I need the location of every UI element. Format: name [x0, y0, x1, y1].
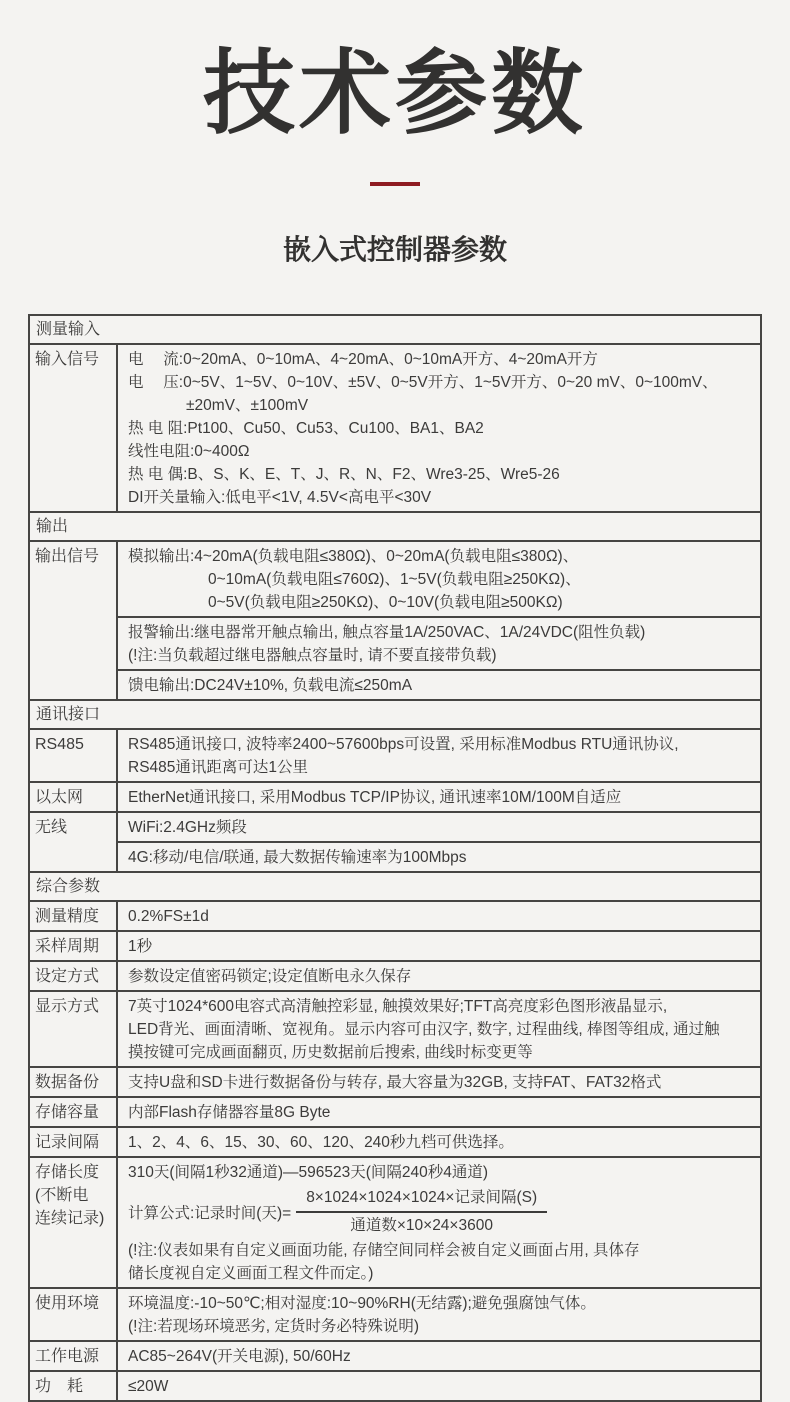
spec-line: EtherNet通讯接口, 采用Modbus TCP/IP协议, 通讯速率10M/100M自适应	[128, 789, 622, 806]
spec-row	[30, 811, 760, 871]
spec-label-line: 工作电源	[35, 1348, 100, 1365]
spec-line: 7英寸1024*600电容式高清触控彩显, 触摸效果好;TFT高亮度彩色图形液晶显示,	[128, 998, 668, 1015]
spec-label	[30, 1158, 118, 1287]
spec-line: RS485通讯距离可达1公里	[128, 759, 309, 776]
storage-formula	[128, 1187, 756, 1237]
spec-label-line: 采样周期	[35, 938, 100, 955]
spec-line: ±20mV、±100mV	[186, 397, 309, 414]
spec-label	[30, 783, 118, 811]
spec-line: (!注:若现场环境恶劣, 定货时务必特殊说明)	[128, 1318, 420, 1335]
spec-subcell	[118, 1289, 760, 1340]
spec-line: 热 电 阻:Pt100、Cu50、Cu53、Cu100、BA1、BA2	[128, 420, 484, 437]
spec-row	[30, 1066, 760, 1096]
spec-row	[30, 728, 760, 781]
spec-line: DI开关量输入:低电平<1V, 4.5V<高电平<30V	[128, 489, 432, 506]
spec-row	[30, 1126, 760, 1156]
spec-content	[118, 932, 760, 960]
section-row: 通讯接口	[30, 699, 760, 728]
spec-subcell	[118, 730, 760, 781]
spec-content	[118, 962, 760, 990]
spec-content	[118, 992, 760, 1066]
spec-subcell	[118, 616, 760, 669]
page-subtitle: 嵌入式控制器参数	[282, 234, 507, 265]
spec-label	[30, 1128, 118, 1156]
spec-subcell	[118, 813, 760, 841]
spec-content	[118, 1098, 760, 1126]
spec-label	[30, 962, 118, 990]
section-row: 综合参数	[30, 871, 760, 900]
spec-subcell	[118, 1098, 760, 1126]
spec-subcell	[118, 992, 760, 1066]
spec-content	[118, 1128, 760, 1156]
spec-line: AC85~264V(开关电源), 50/60Hz	[128, 1348, 351, 1365]
spec-label	[30, 730, 118, 781]
spec-row	[30, 781, 760, 811]
spec-row	[30, 1340, 760, 1370]
spec-line: 环境温度:-10~50℃;相对湿度:10~90%RH(无结露);避免强腐蚀气体。	[128, 1295, 596, 1312]
spec-label-line: 显示方式	[35, 998, 100, 1015]
spec-content	[118, 813, 760, 871]
spec-line: WiFi:2.4GHz频段	[128, 819, 247, 836]
spec-line: 热 电 偶:B、S、K、E、T、J、R、N、F2、Wre3-25、Wre5-26	[128, 466, 560, 483]
formula-prefix: 计算公式:记录时间(天)=	[128, 1205, 292, 1222]
spec-row	[30, 900, 760, 930]
spec-label-line: 无线	[35, 819, 68, 836]
spec-label	[30, 345, 118, 511]
spec-subcell	[118, 841, 760, 871]
spec-subcell	[118, 1342, 760, 1370]
spec-label	[30, 1372, 118, 1400]
spec-note-line: (!注:仪表如果有自定义画面功能, 存储空间同样会被自定义画面占用, 具体存	[128, 1242, 640, 1259]
spec-subcell	[118, 345, 760, 511]
spec-subcell	[118, 902, 760, 930]
spec-line: (!注:当负载超过继电器触点容量时, 请不要直接带负载)	[128, 647, 497, 664]
spec-label	[30, 813, 118, 871]
spec-content	[118, 1289, 760, 1340]
spec-label-line: 测量精度	[35, 908, 100, 925]
spec-subcell	[118, 542, 760, 616]
spec-content	[118, 1068, 760, 1096]
spec-label	[30, 1068, 118, 1096]
spec-label-line: 存储长度	[35, 1164, 100, 1181]
spec-line: 4G:移动/电信/联通, 最大数据传输速率为100Mbps	[128, 849, 467, 866]
spec-line: 310天(间隔1秒32通道)—596523天(间隔240秒4通道)	[128, 1164, 489, 1181]
spec-row	[30, 990, 760, 1066]
spec-label-line: (不断电	[35, 1187, 89, 1204]
spec-content	[118, 1342, 760, 1370]
spec-label	[30, 992, 118, 1066]
spec-label-line: 以太网	[35, 789, 84, 806]
spec-row	[30, 960, 760, 990]
spec-line: 0.2%FS±1d	[128, 908, 209, 925]
spec-line: 参数设定值密码锁定;设定值断电永久保存	[128, 968, 412, 985]
page-title: 技术参数	[202, 43, 587, 145]
spec-label	[30, 1098, 118, 1126]
spec-label-line: RS485	[35, 736, 84, 753]
spec-line: 线性电阻:0~400Ω	[128, 443, 250, 460]
spec-line: 0~5V(负载电阻≥250KΩ)、0~10V(负载电阻≥500KΩ)	[208, 594, 563, 611]
spec-subcell	[118, 669, 760, 699]
spec-line: 摸按键可完成画面翻页, 历史数据前后搜索, 曲线时标变更等	[128, 1044, 533, 1061]
spec-line: 支持U盘和SD卡进行数据备份与转存, 最大容量为32GB, 支持FAT、FAT32格式	[128, 1074, 662, 1091]
formula-numerator: 8×1024×1024×1024×记录间隔(S)	[296, 1187, 547, 1213]
spec-line: ≤20W	[128, 1378, 169, 1395]
accent-divider	[370, 182, 420, 186]
section-row: 测量输入	[36, 321, 101, 338]
spec-line: 1秒	[128, 938, 153, 955]
section-row: 输出	[30, 511, 760, 540]
spec-row	[30, 343, 760, 511]
spec-label-line: 功 耗	[35, 1378, 84, 1395]
spec-line: RS485通讯接口, 波特率2400~57600bps可设置, 采用标准Modbus RTU通讯协议,	[128, 736, 679, 753]
spec-content	[118, 1158, 760, 1287]
spec-content	[118, 902, 760, 930]
spec-line: 模拟输出:4~20mA(负载电阻≤380Ω)、0~20mA(负载电阻≤380Ω)、	[128, 548, 579, 565]
spec-content	[118, 730, 760, 781]
spec-label-line: 连续记录)	[35, 1210, 105, 1227]
spec-line: 电 压:0~5V、1~5V、0~10V、±5V、0~5V开方、1~5V开方、0~20 mV、0~100mV、	[128, 374, 718, 391]
spec-subcell	[118, 1128, 760, 1156]
spec-content	[118, 345, 760, 511]
spec-subcell	[118, 962, 760, 990]
spec-row	[30, 1370, 760, 1400]
spec-subcell	[118, 932, 760, 960]
spec-content	[118, 1372, 760, 1400]
spec-table	[28, 314, 762, 1402]
spec-line: 0~10mA(负载电阻≤760Ω)、1~5V(负载电阻≥250KΩ)、	[208, 571, 581, 588]
spec-label-line: 存储容量	[35, 1104, 100, 1121]
spec-row	[30, 1096, 760, 1126]
spec-row	[30, 1287, 760, 1340]
spec-note-line: 储长度视自定义画面工程文件而定。)	[128, 1265, 374, 1282]
spec-content	[118, 542, 760, 699]
fraction	[296, 1187, 547, 1237]
spec-label-line: 使用环境	[35, 1295, 100, 1312]
spec-label	[30, 1342, 118, 1370]
formula-denominator: 通道数×10×24×3600	[350, 1217, 493, 1234]
spec-subcell	[118, 1068, 760, 1096]
spec-label	[30, 902, 118, 930]
spec-label	[30, 1289, 118, 1340]
spec-row	[30, 1156, 760, 1287]
spec-label-line: 输入信号	[35, 351, 100, 368]
spec-subcell	[118, 783, 760, 811]
spec-line: 1、2、4、6、15、30、60、120、240秒九档可供选择。	[128, 1134, 514, 1151]
spec-line: 电 流:0~20mA、0~10mA、4~20mA、0~10mA开方、4~20mA开方	[128, 351, 598, 368]
spec-label-line: 设定方式	[35, 968, 100, 985]
spec-label-line: 数据备份	[35, 1074, 100, 1091]
spec-content	[118, 783, 760, 811]
spec-line: 报警输出:继电器常开触点输出, 触点容量1A/250VAC、1A/24VDC(阻性负载)	[128, 624, 646, 641]
spec-row	[30, 540, 760, 699]
spec-label-line: 输出信号	[35, 548, 100, 565]
spec-line: 内部Flash存储器容量8G Byte	[128, 1104, 331, 1121]
spec-line: LED背光、画面清晰、宽视角。显示内容可由汉字, 数字, 过程曲线, 棒图等组成, 通过触	[128, 1021, 720, 1038]
spec-subcell	[118, 1372, 760, 1400]
spec-label	[30, 542, 118, 699]
spec-row	[30, 930, 760, 960]
spec-label-line: 记录间隔	[35, 1134, 100, 1151]
spec-line: 馈电输出:DC24V±10%, 负载电流≤250mA	[128, 677, 413, 694]
spec-subcell	[118, 1158, 760, 1287]
spec-label	[30, 932, 118, 960]
